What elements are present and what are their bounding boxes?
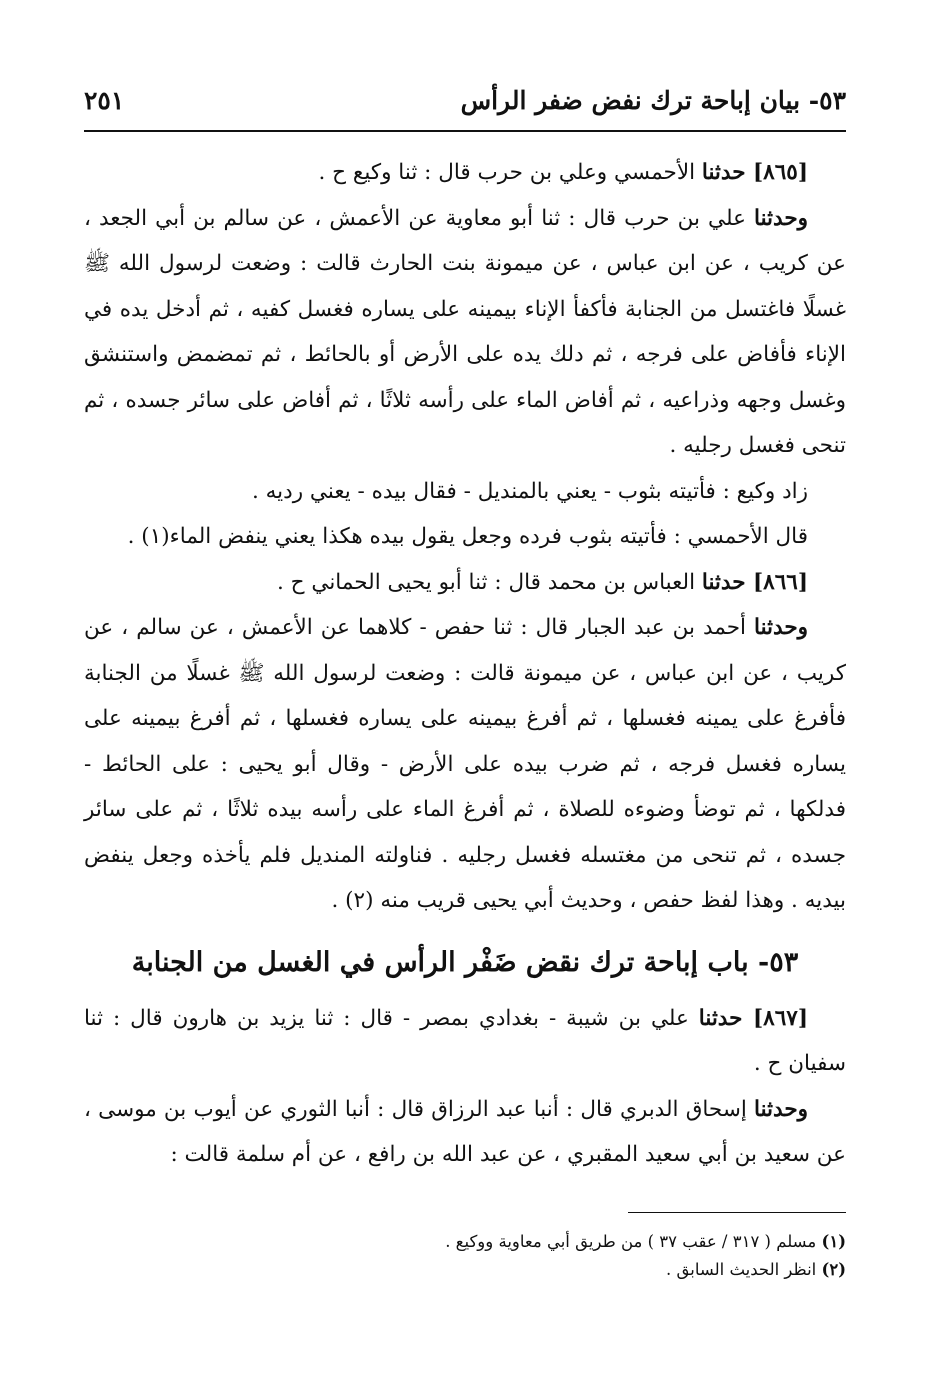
hadith-866-chain-2 — [84, 605, 846, 924]
paragraph-text: إسحاق الدبري قال : أنبا عبد الرزاق قال : أنبا الثوري عن أيوب بن موسى ، عن سعيد بن أبي سعيد المقبري ، عن عبد الله بن رافع ، عن أم سلمة قالت : — [84, 1096, 846, 1167]
page-number: ٢٥١ — [84, 86, 125, 115]
chapter-heading: ٥٣- باب إباحة ترك نقض ضَفْر الرأس في الغسل من الجنابة — [131, 946, 799, 978]
footnote-text: انظر الحديث السابق . — [666, 1260, 822, 1279]
paragraph-text: الأحمسي وعلي بن حرب قال : ثنا وكيع ح . — [318, 160, 702, 185]
running-header-title: ٥٣- بيان إباحة ترك نفض ضفر الرأس — [460, 86, 846, 115]
footnotes — [84, 1228, 846, 1284]
paragraph-text: أحمد بن عبد الجبار قال : ثنا حفص - كلاهما عن الأعمش ، عن سالم ، عن كريب ، عن ابن عباس ، عن ميمونة قالت : وضعت لرسول الله ﷺ غسلًا من الجنابة فأفرغ على يمينه فغسلها ، ثم أفرغ بيمينه على يساره فغسلها ، ثم أفرغ بيمينه على يساره فغسل فرجه ، ثم ضرب بيده على الأرض - وقال أبو يحيى : على الحائط - فدلكها ، ثم توضأ وضوءه للصلاة ، ثم أفرغ الماء على رأسه بيده ثلاثًا ، ثم على سائر جسده ، ثم تنحى من مغتسله فغسل رجليه . فناولته المنديل فلم يأخذه وجعل ينفض بيديه . وهذا لفظ حفص ، وحديث أبي يحيى قريب منه (٢) . — [84, 615, 846, 913]
paragraph-text: زاد وكيع : فأتيته بثوب - يعني بالمنديل - فقال بيده - يعني رديه . — [251, 478, 808, 504]
hadith-number-866: [٨٦٦] حدثنا — [701, 569, 808, 595]
footnote-2 — [84, 1256, 846, 1284]
paragraph-lead: وحدثنا — [754, 1096, 808, 1122]
hadith-865-addition-waki — [84, 469, 846, 515]
paragraph-text: قال الأحمسي : فأتيته بثوب فرده وجعل يقول بيده هكذا يعني ينفض الماء(١) . — [127, 524, 808, 549]
footnote-mark: (١) — [821, 1232, 846, 1251]
hadith-number-865: [٨٦٥] حدثنا — [701, 160, 808, 185]
hadith-865-chain-1 — [84, 150, 846, 196]
paragraph-lead: وحدثنا — [754, 205, 808, 231]
hadith-867-chain-2 — [84, 1087, 846, 1178]
paragraph-text: علي بن حرب قال : ثنا أبو معاوية عن الأعمش ، عن سالم بن أبي الجعد ، عن كريب ، عن ابن عباس ، عن ميمونة بنت الحارث قالت : وضعت لرسول الله ﷺ غسلًا فاغتسل من الجنابة فأكفأ الإناء بيمينه على يساره فغسل كفيه ، ثم أدخل يده في الإناء فأفاض على فرجه ، ثم دلك يده على الأرض أو بالحائط ، ثم تمضمض واستنشق وغسل وجهه وذراعيه ، ثم أفاض الماء على رأسه ثلاثًا ، ثم أفاض على سائر جسده ، ثم تنحى فغسل رجليه . — [84, 205, 846, 458]
hadith-867-chain-1 — [84, 996, 846, 1087]
hadith-866-chain-1 — [84, 560, 846, 606]
footnote-divider — [628, 1212, 846, 1213]
header-divider — [84, 130, 846, 132]
hadith-number-867: [٨٦٧] حدثنا — [698, 1005, 808, 1031]
paragraph-lead: وحدثنا — [754, 615, 808, 640]
running-header — [84, 80, 846, 128]
paragraph-text: علي بن شيبة - بغدادي بمصر - قال : ثنا يزيد بن هارون قال : ثنا سفيان ح . — [84, 1005, 846, 1076]
hadith-865-chain-2 — [84, 196, 846, 469]
paragraph-text: العباس بن محمد قال : ثنا أبو يحيى الحماني ح . — [277, 569, 702, 595]
footnote-text: مسلم ( ٣١٧ / عقب ٣٧ ) من طريق أبي معاوية ووكيع . — [445, 1232, 822, 1251]
footnote-1 — [84, 1228, 846, 1256]
hadith-865-addition-ahmasi — [84, 514, 846, 560]
page-body — [84, 150, 846, 1178]
footnote-mark: (٢) — [821, 1260, 846, 1279]
